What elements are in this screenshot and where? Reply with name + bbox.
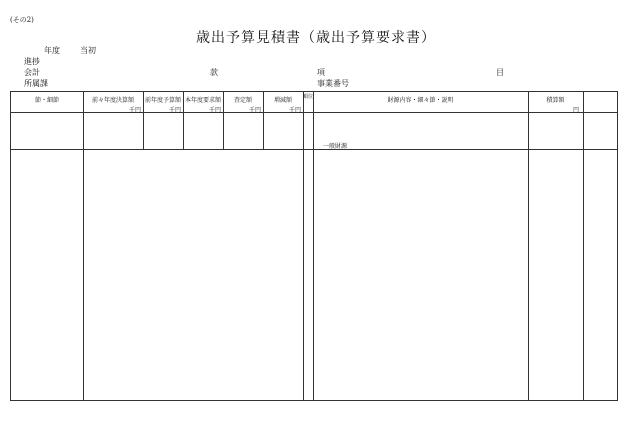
initial-label: 当初 [80, 46, 96, 55]
department-label: 所属課 [24, 79, 48, 88]
unit-assessed: 千円 [248, 107, 261, 114]
header-estimate: 積算額 [546, 97, 565, 104]
header-ranking: 順位 [303, 94, 314, 100]
progress-label: 進捗 [24, 57, 40, 66]
header-change: 増減額 [273, 97, 292, 104]
page-title: 歳出予算見積書（歳出予算要求書） [196, 30, 436, 46]
kan-label: 款 [210, 68, 218, 77]
unit-prev-budget: 千円 [168, 107, 181, 114]
header-prev-budget: 前年度予算額 [144, 97, 181, 104]
kou-label: 項 [317, 68, 325, 77]
fiscal-year-label: 年度 [44, 46, 60, 55]
column-divider [303, 92, 304, 400]
unit-change: 千円 [288, 107, 301, 114]
column-divider [528, 92, 529, 400]
header-current-request: 本年度要求額 [184, 97, 221, 104]
general-funds-note: 一般財源 [323, 143, 348, 150]
header-setsu: 節・細節 [34, 97, 59, 104]
page-label: (その2) [10, 16, 34, 24]
header-prev-prev-settlement: 前々年度決算額 [91, 97, 134, 104]
column-divider [83, 92, 84, 400]
budget-estimate-table [10, 91, 618, 401]
header-assessed: 査定額 [233, 97, 252, 104]
column-divider [583, 92, 584, 400]
moku-label: 目 [496, 68, 504, 77]
header-financial-details: 財源内容・細々節・説明 [387, 97, 454, 104]
column-divider [313, 92, 314, 400]
unit-estimate: 円 [572, 107, 579, 114]
first-row-divider [11, 149, 617, 150]
project-number-label: 事業番号 [317, 79, 349, 88]
unit-current-request: 千円 [208, 107, 221, 114]
unit-prev-prev-settlement: 千円 [128, 107, 141, 114]
account-label: 会計 [24, 68, 40, 77]
